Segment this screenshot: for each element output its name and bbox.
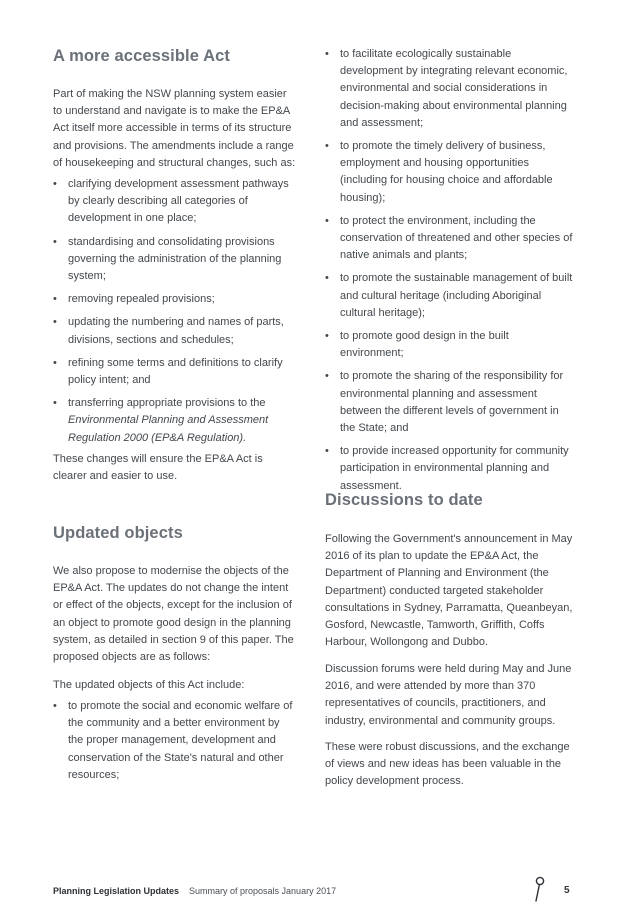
paragraph-objects-list-intro: The updated objects of this Act include:	[53, 679, 245, 691]
list-item: • to facilitate ecologically sustainable development by integrating relevant economic, environmental and social considerations in decision-making about environmental planning and assessment;	[325, 46, 575, 132]
list-item-text: transferring appropriate provisions to the	[68, 397, 266, 410]
paragraph-consultations: Following the Government's announcement in May 2016 of its plan to update the EP&A Act, the Department of Planning and Environment (the Department) conducted targeted stakeholder consultations in Sydney, Parramatta, Queanbeyan, Gosford, Newcastle, Tamworth, Griffith, Coffs Harbour, Wollongong and Dubbo.	[325, 533, 573, 649]
footer-title: Planning Legislation Updates	[53, 886, 180, 896]
list-item: • to promote the social and economic welfare of the community and a better environment by the proper management, development and conservation of the State's natural and other resources;	[53, 698, 296, 784]
page-footer	[53, 886, 336, 896]
list-item: • removing repealed provisions;	[53, 291, 296, 308]
paragraph-forums: Discussion forums were held during May and June 2016, and were attended by more than 370 representatives of councils, practitioners, and industry, environmental and community groups.	[325, 663, 572, 727]
bullet-list-changes	[53, 176, 296, 447]
list-item: • to promote the sharing of the responsibility for environmental planning and assessment between the different levels of government in the State; and	[325, 368, 575, 437]
list-item: • to promote the sustainable management of built and cultural heritage (including Aboriginal cultural heritage);	[325, 270, 575, 322]
paragraph-accessible-intro: Part of making the NSW planning system easier to understand and navigate is to make the EP&A Act itself more accessible in terms of its structure and provisions. The amendments include a range of housekeeping and structural changes, such as:	[53, 88, 296, 169]
list-item: • updating the numbering and names of parts, divisions, sections and schedules;	[53, 314, 296, 348]
heading-accessible-act: A more accessible Act	[53, 47, 230, 65]
bullet-list-objects-continued	[325, 46, 575, 495]
list-item: • clarifying development assessment pathways by clearly describing all categories of development in one place;	[53, 176, 296, 228]
list-item-transfer	[53, 395, 296, 447]
list-item: • to promote the timely delivery of business, employment and housing opportunities (including for housing choice and affordable housing);	[325, 138, 575, 207]
pin-icon	[532, 876, 546, 902]
heading-updated-objects: Updated objects	[53, 524, 183, 542]
list-item: • to provide increased opportunity for community participation in environmental planning and assessment.	[325, 443, 575, 495]
list-item: • standardising and consolidating provisions governing the administration of the planning system;	[53, 234, 296, 286]
footer-subtitle: Summary of proposals January 2017	[189, 886, 337, 896]
bullet-list-objects	[53, 698, 296, 784]
paragraph-changes-summary: These changes will ensure the EP&A Act is clearer and easier to use.	[53, 453, 263, 483]
page-number: 5	[564, 885, 570, 896]
paragraph-robust-discussions: These were robust discussions, and the exchange of views and new ideas has been valuable in the policy development process.	[325, 741, 570, 788]
regulation-name: Environmental Planning and Assessment Regulation 2000 (EP&A Regulation).	[68, 414, 269, 444]
list-item: • refining some terms and definitions to clarify policy intent; and	[53, 355, 296, 389]
list-item: • to protect the environment, including the conservation of threatened and other species of native animals and plants;	[325, 213, 575, 265]
heading-discussions: Discussions to date	[325, 491, 483, 509]
list-item: • to promote good design in the built environment;	[325, 328, 575, 362]
paragraph-objects-intro: We also propose to modernise the objects of the EP&A Act. The updates do not change the intent or effect of the objects, except for the inclusion of an object to promote good design in the planning system, as detailed in section 9 of this paper. The proposed objects are as follows:	[53, 565, 294, 664]
